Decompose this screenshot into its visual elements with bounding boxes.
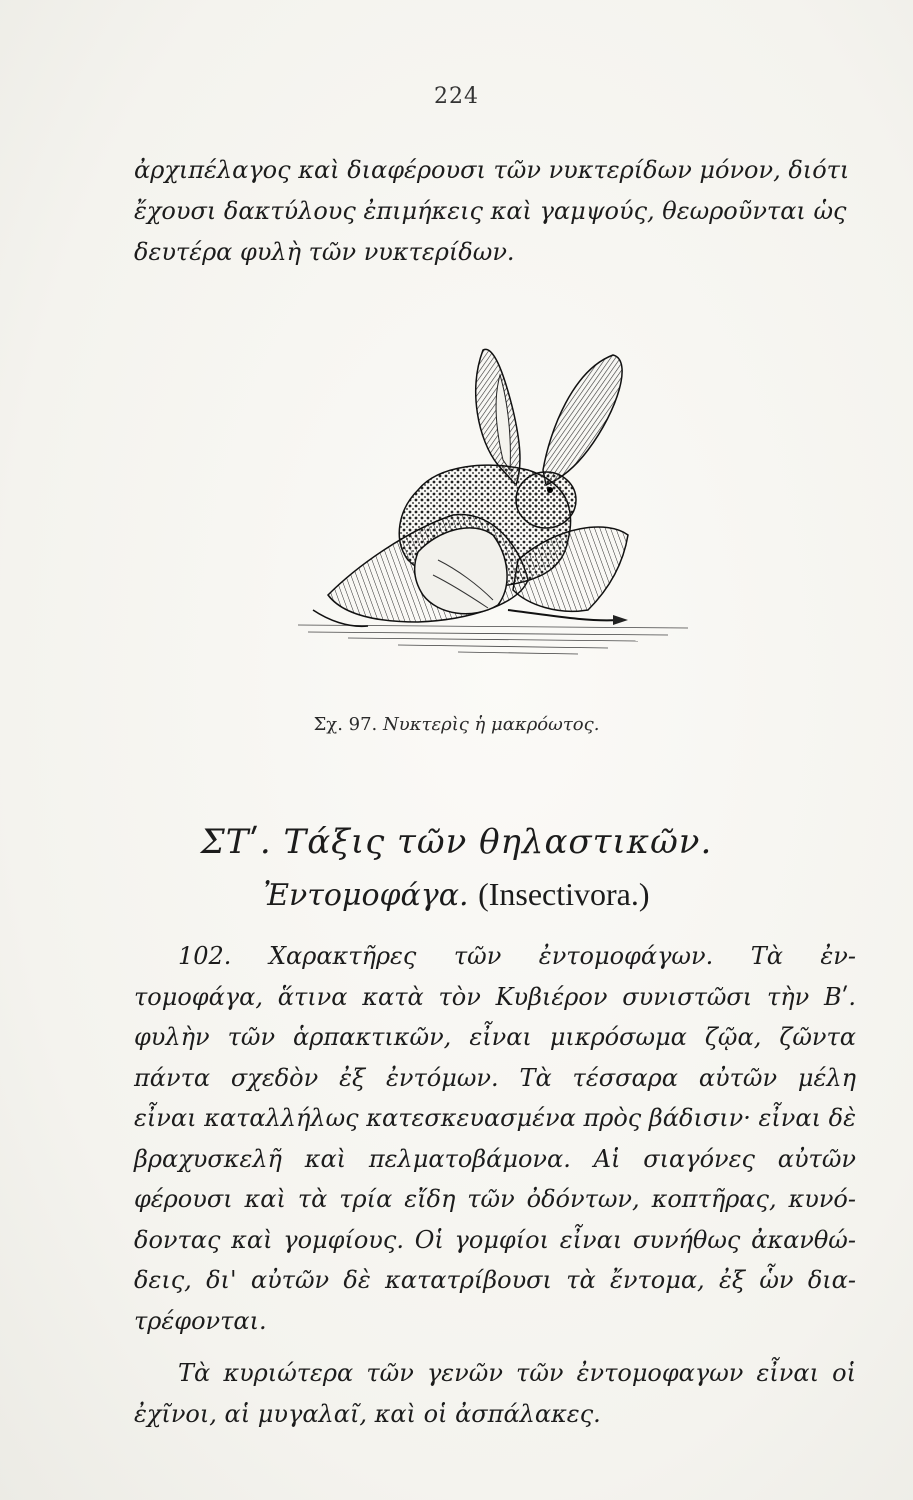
text-line: βραχυσκελῆ καὶ πελματοβάμονα. Αἱ σιαγόνες αὐτῶν <box>134 1144 856 1173</box>
text-line: δευτέρα φυλὴ τῶν νυκτερίδων. <box>134 238 515 266</box>
long-eared-bat-illustration <box>288 330 708 700</box>
top-paragraph <box>134 150 856 273</box>
section-title: ΣΤʹ. Τάξις τῶν θηλαστικῶν. <box>200 822 713 862</box>
text-line: τομοφάγα, ἅτινα κατὰ τὸν Κυβιέρον συνιστῶσι τὴν Βʹ. <box>134 982 856 1011</box>
text-line: δεις, δι' αὐτῶν δὲ κατατρίβουσι τὰ ἔντομα, ἐξ ὧν δια- <box>134 1266 856 1294</box>
section-subtitle-latin: (Insectivora.) <box>478 876 650 912</box>
figure-caption-text: Νυκτερὶς ἡ μακρόωτος. <box>383 714 600 735</box>
text-line: φυλὴν τῶν ἁρπακτικῶν, εἶναι μικρόσωμα ζῷα, ζῶντα <box>134 1023 856 1051</box>
ground-shading <box>298 625 688 654</box>
text-line: ἐχῖνοι, αἱ μυγαλαῖ, καὶ οἱ ἀσπάλακες. <box>134 1399 601 1428</box>
text-line: φέρουσι καὶ τὰ τρία εἴδη τῶν ὀδόντων, κοπτῆρας, κυνό- <box>134 1185 856 1213</box>
page-number: 224 <box>434 84 479 109</box>
bat-head <box>516 472 576 528</box>
figure-caption <box>0 714 913 735</box>
section-subtitle-greek: Ἐντομοφάγα. <box>263 878 469 913</box>
body-text <box>134 936 856 1434</box>
text-line: Τὰ κυριώτερα τῶν γενῶν τῶν ἐντομοφαγων εἶναι οἱ <box>178 1359 856 1387</box>
paragraph-genera <box>134 1353 856 1434</box>
text-line: τρέφονται. <box>134 1306 267 1335</box>
section-subtitle <box>0 876 913 913</box>
text-line: δοντας καὶ γομφίους. Οἱ γομφίοι εἶναι συνήθως ἀκανθώ- <box>134 1225 856 1254</box>
text-line: ἔχουσι δακτύλους ἐπιμήκεις καὶ γαμψούς, θεωροῦνται ὡς <box>134 197 847 225</box>
text-line: πάντα σχεδὸν ἐξ ἐντόμων. Τὰ τέσσαρα αὐτῶν μέλη <box>134 1063 856 1092</box>
right-ear <box>543 355 622 485</box>
paragraph-102 <box>134 936 856 1341</box>
text-line: εἶναι καταλλήλως κατεσκευασμένα πρὸς βάδισιν· εἶναι δὲ <box>134 1104 856 1132</box>
figure-label: Σχ. 97. <box>313 714 378 735</box>
text-line: 102. Χαρακτῆρες τῶν ἐντομοφάγων. Τὰ ἐν- <box>178 942 856 970</box>
bat-engraving-figure <box>288 330 708 700</box>
text-line: ἀρχιπέλαγος καὶ διαφέρουσι τῶν νυκτερίδων μόνον, διότι <box>134 156 850 184</box>
